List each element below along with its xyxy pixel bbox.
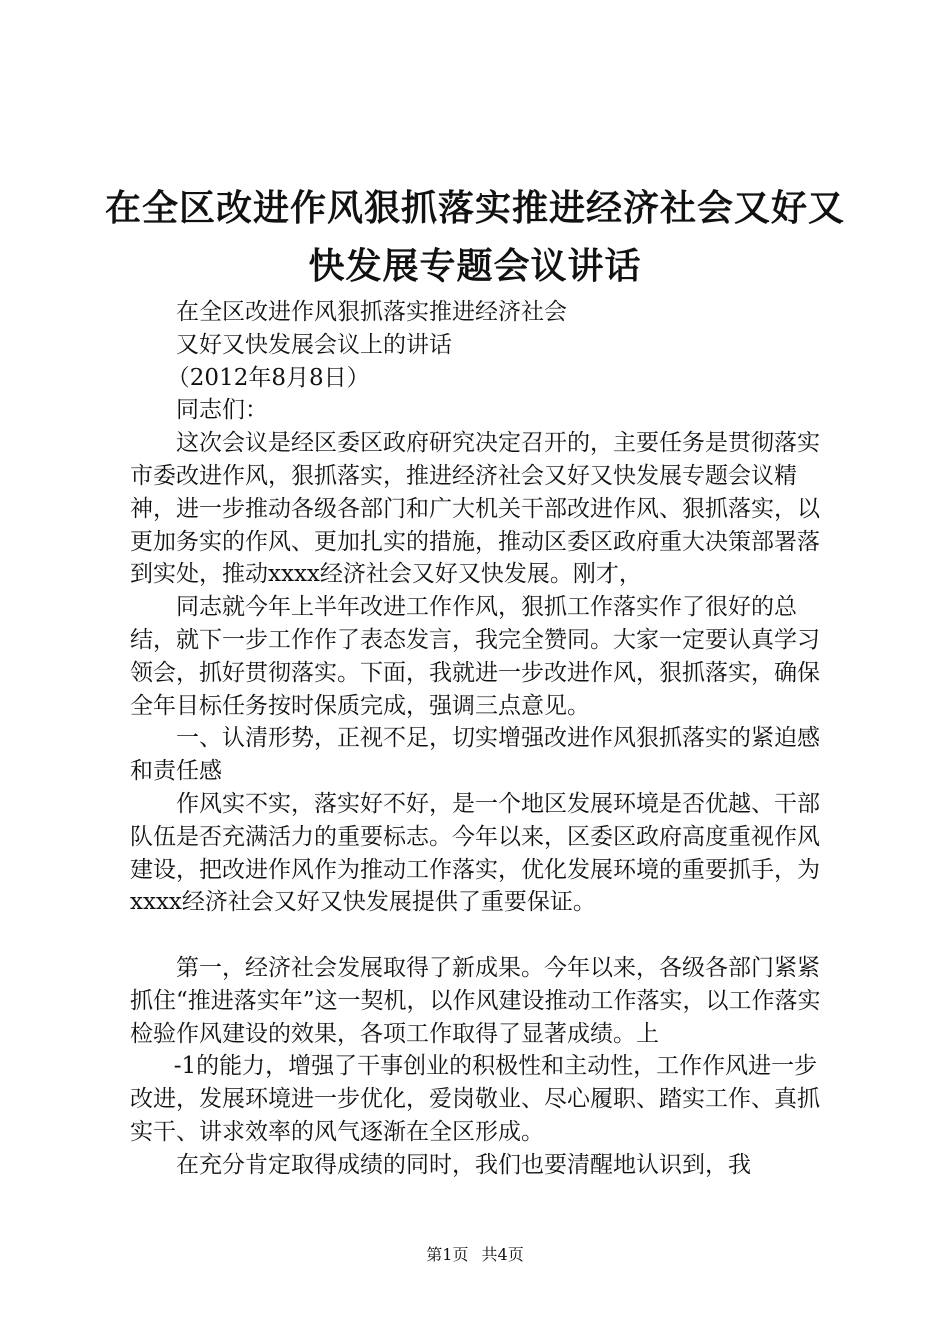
paragraph-style: 作风实不实，落实好不好，是一个地区发展环境是否优越、干部队伍是否充满活力的重要标志。今年以来，区委区政府高度重视作风建设，把改进作风作为推动工作落实，优化发展环境的重要抓手，为xxxx经济社会又好又快发展提供了重要保证。 [130,790,820,916]
speech-date: （2012年8月8日） [166,364,370,391]
paragraph-intro: 这次会议是经区委区政府研究决定召开的，主要任务是贯彻落实市委改进作风，狠抓落实，推进经济社会又好又快发展专题会议精神，进一步推动各级各部门和广大机关干部改进作风、狠抓落实，以更加务实的作风、更加扎实的措施，推动区委区政府重大决策部署落到实处，推动xxxx经济社会又好又快发展。刚才， [130,430,820,588]
paragraph-summary: 同志就今年上半年改进工作作风，狠抓工作落实作了很好的总结，就下一步工作作了表态发言，我完全赞同。大家一定要认真学习领会，抓好贯彻落实。下面，我就进一步改进作风，狠抓落实，确保全年目标任务按时保质完成，强调三点意见。 [130,594,820,719]
page-number: 第1页 [426,1245,469,1264]
paragraph-first-point: 第一，经济社会发展取得了新成果。今年以来，各级各部门紧紧抓住“推进落实年”这一契机，以作风建设推动工作落实，以工作落实检验作风建设的效果，各项工作取得了显著成绩。上 [130,954,821,1047]
salutation: 同志们： [176,397,268,424]
speech-title-line-2: 又好又快发展会议上的讲话 [176,331,452,358]
speech-title-line-1: 在全区改进作风狠抓落实推进经济社会 [176,299,567,325]
blank-line [130,919,830,952]
page-footer [0,1242,950,1265]
paragraph-continued: -1的能力，增强了干事创业的积极性和主动性，工作作风进一步改进，发展环境进一步优化，爱岗敬业、尽心履职、踏实工作、真抓实干、讲求效率的风气逐渐在全区形成。 [130,1053,820,1145]
paragraph-truncated: 在充分肯定取得成绩的同时，我们也要清醒地认识到，我 [176,1151,751,1178]
section-heading-1: 一、认清形势，正视不足，切实增强改进作风狠抓落实的紧迫感和责任感 [130,725,820,785]
document-body [130,296,830,1182]
page-total: 共4页 [481,1245,524,1264]
document-title: 在全区改进作风狠抓落实推进经济社会又好又快发展专题会议讲话 [104,188,845,287]
